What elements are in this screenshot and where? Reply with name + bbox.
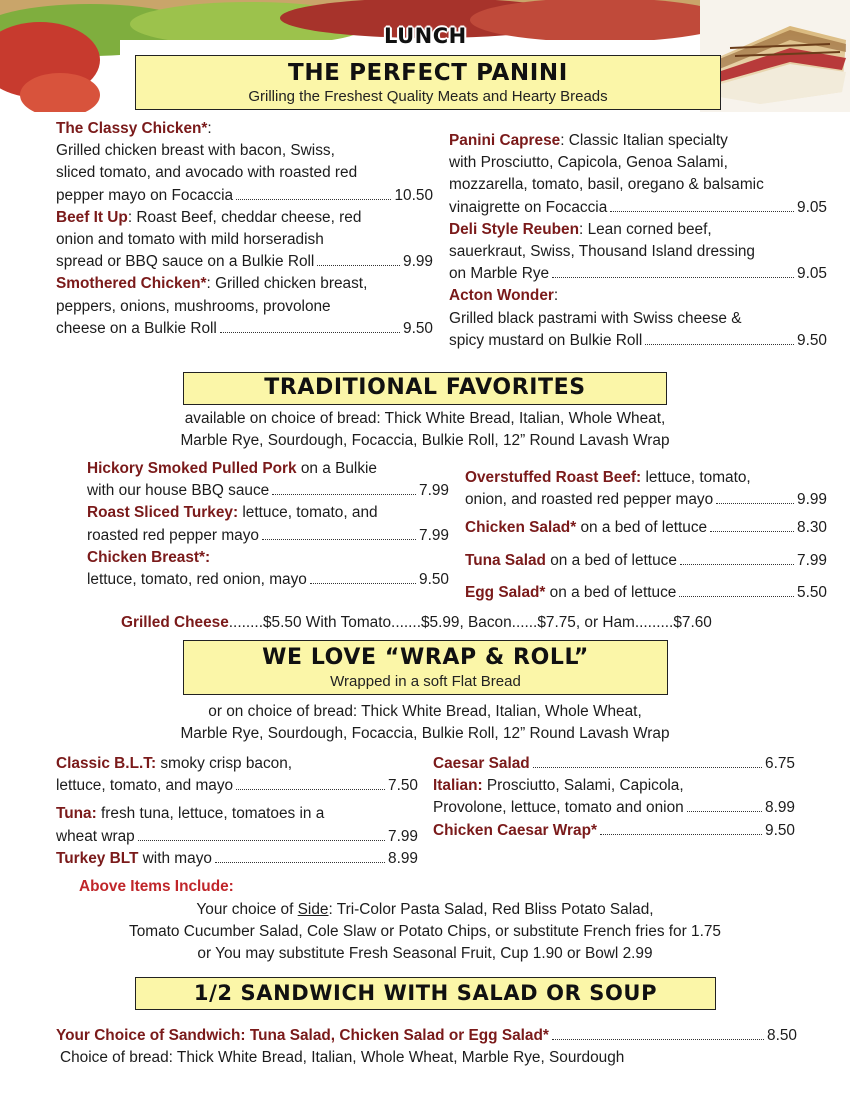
panini-subtitle: Grilling the Freshest Quality Meats and Hearty Breads xyxy=(248,88,608,105)
item-desc: smoky crisp bacon, xyxy=(156,755,293,772)
item-desc: Prosciutto, Salami, Capicola, xyxy=(482,777,684,795)
item-price: 8.50 xyxy=(767,1027,797,1044)
item-name: Turkey BLT xyxy=(56,849,139,867)
item-price: 9.50 xyxy=(797,331,827,349)
item-desc: : Classic Italian specialty xyxy=(560,132,728,149)
panini-right-column xyxy=(449,130,827,352)
menu-item xyxy=(465,467,827,511)
item-name: Smothered Chicken* xyxy=(56,275,207,293)
item-price: 9.05 xyxy=(797,198,827,216)
menu-item xyxy=(465,550,827,572)
side-line-prefix: Your choice of xyxy=(196,901,298,918)
wrap-section-header xyxy=(183,640,668,695)
menu-item xyxy=(87,458,449,502)
item-desc: onion, and roasted red pepper mayo xyxy=(465,491,714,509)
item-desc: : Roast Beef, cheddar cheese, red xyxy=(127,208,362,226)
item-name: Italian: xyxy=(433,777,483,795)
item-price: 7.99 xyxy=(388,827,418,845)
item-desc: spread or BBQ sauce on a Bulkie Roll xyxy=(56,253,315,271)
item-desc: fresh tuna, lettuce, tomatoes in a xyxy=(96,805,325,823)
item-price: 7.99 xyxy=(419,526,449,544)
traditional-section-header xyxy=(183,372,667,405)
item-name: Overstuffed Roast Beef: xyxy=(465,469,642,486)
item-price: 9.50 xyxy=(403,319,433,337)
traditional-bread-options xyxy=(0,408,850,452)
menu-item xyxy=(433,753,795,775)
menu-item xyxy=(433,775,795,819)
item-desc: onion and tomato with mild horseradish xyxy=(56,231,324,249)
sandwich-choice-label: Your Choice of Sandwich: Tuna Salad, Chicken Salad or Egg Salad* xyxy=(56,1027,549,1044)
item-desc: pepper mayo on Focaccia xyxy=(56,186,234,204)
menu-item xyxy=(56,753,418,797)
item-price: 5.50 xyxy=(797,583,827,601)
menu-item xyxy=(449,219,827,286)
bread-options-line: Marble Rye, Sourdough, Focaccia, Bulkie Roll, 12” Round Lavash Wrap xyxy=(180,725,670,743)
item-name: Tuna Salad xyxy=(465,551,546,569)
item-desc: : Lean corned beef, xyxy=(579,220,712,238)
item-price: 8.99 xyxy=(388,849,418,867)
half-sandwich-details xyxy=(56,1025,797,1069)
included-sides-text xyxy=(0,899,850,966)
item-desc: with our house BBQ sauce xyxy=(87,482,270,500)
menu-item xyxy=(465,582,827,604)
item-desc: vinaigrette on Focaccia xyxy=(449,198,608,216)
bread-options-line: or on choice of bread: Thick White Bread, Italian, Whole Wheat, xyxy=(208,703,642,720)
item-name: The Classy Chicken* xyxy=(56,120,208,137)
item-name: Chicken Caesar Wrap* xyxy=(433,821,597,839)
side-word: Side xyxy=(297,901,329,918)
item-desc: on a bed of lettuce xyxy=(545,583,677,601)
panini-section-header xyxy=(135,55,721,110)
menu-item xyxy=(449,130,827,219)
item-desc: lettuce, tomato, and xyxy=(238,504,378,522)
above-items-include-label: Above Items Include: xyxy=(79,878,234,895)
item-desc: spicy mustard on Bulkie Roll xyxy=(449,331,643,349)
menu-item xyxy=(465,517,827,539)
item-desc: Grilled chicken breast with bacon, Swiss, xyxy=(56,142,335,160)
item-price: 9.99 xyxy=(403,253,433,271)
item-price: 8.99 xyxy=(765,799,795,817)
panini-title: THE PERFECT PANINI xyxy=(288,60,568,86)
menu-item xyxy=(449,285,827,352)
menu-item xyxy=(56,848,418,870)
item-name: Acton Wonder xyxy=(449,287,554,305)
half-sandwich-title: 1/2 SANDWICH WITH SALAD OR SOUP xyxy=(193,981,658,1005)
item-price: 9.50 xyxy=(419,571,449,589)
menu-item xyxy=(87,502,449,546)
wrap-right-column xyxy=(433,753,795,842)
wrap-subtitle: Wrapped in a soft Flat Bread xyxy=(330,673,521,690)
item-name: Deli Style Reuben xyxy=(449,220,580,238)
item-price: 8.30 xyxy=(797,519,827,537)
item-price: 7.99 xyxy=(419,482,449,500)
dot-leader: ........ xyxy=(228,614,263,631)
item-name: Chicken Salad* xyxy=(465,519,577,537)
menu-item xyxy=(56,207,433,274)
item-desc: : xyxy=(207,120,212,137)
traditional-left-column xyxy=(87,458,449,591)
item-name: Tuna: xyxy=(56,805,97,823)
item-desc: cheese on a Bulkie Roll xyxy=(56,319,217,337)
item-desc: with mayo xyxy=(138,849,212,867)
item-desc: : Grilled chicken breast, xyxy=(206,275,368,293)
menu-item xyxy=(433,820,795,842)
included-sides-label xyxy=(79,876,234,898)
item-price: 9.99 xyxy=(797,491,827,509)
item-price: 6.75 xyxy=(765,755,795,772)
item-desc: sliced tomato, and avocado with roasted red xyxy=(56,164,358,182)
item-name: Classic B.L.T: xyxy=(56,755,157,772)
item-desc: on a bed of lettuce xyxy=(545,551,677,569)
item-name: Chicken Breast*: xyxy=(87,548,211,566)
menu-item xyxy=(56,803,418,847)
item-desc: Provolone, lettuce, tomato and onion xyxy=(433,799,684,817)
item-desc: wheat wrap xyxy=(56,827,135,845)
item-price: 10.50 xyxy=(394,186,433,204)
item-price: 9.05 xyxy=(797,265,827,283)
item-name: Roast Sliced Turkey: xyxy=(87,504,239,522)
wrap-bread-options xyxy=(0,701,850,745)
traditional-right-column xyxy=(465,467,827,604)
item-name: Panini Caprese xyxy=(449,132,561,149)
item-desc: lettuce, tomato, xyxy=(641,469,751,486)
item-desc: peppers, onions, mushrooms, provolone xyxy=(56,297,331,315)
item-price: 9.50 xyxy=(765,821,795,839)
grilled-cheese-line xyxy=(121,612,801,634)
item-name: Grilled Cheese xyxy=(121,614,229,631)
bread-options-line: available on choice of bread: Thick White Bread, Italian, Whole Wheat, xyxy=(184,410,666,427)
panini-left-column xyxy=(56,118,433,340)
side-line: Tomato Cucumber Salad, Cole Slaw or Potato Chips, or substitute French fries for 1.75 xyxy=(129,923,721,941)
item-desc: roasted red pepper mayo xyxy=(87,526,259,544)
menu-item xyxy=(56,273,433,340)
item-desc: lettuce, tomato, and mayo xyxy=(56,777,234,795)
item-name: Caesar Salad xyxy=(433,755,530,772)
item-name: Egg Salad* xyxy=(465,583,546,601)
item-desc: on a bed of lettuce xyxy=(576,519,708,537)
item-price-options: $5.50 With Tomato.......$5.99, Bacon......$7.75, or Ham.........$7.60 xyxy=(263,614,712,631)
item-desc: with Prosciutto, Capicola, Genoa Salami, xyxy=(449,154,728,172)
item-desc: sauerkraut, Swiss, Thousand Island dressing xyxy=(449,243,755,261)
item-desc: Grilled black pastrami with Swiss cheese & xyxy=(449,309,742,327)
item-price: 7.99 xyxy=(797,551,827,569)
traditional-title: TRADITIONAL FAVORITES xyxy=(264,375,586,400)
item-price: 7.50 xyxy=(388,777,418,795)
side-line-rest: : Tri-Color Pasta Salad, Red Bliss Potato Salad, xyxy=(328,901,654,918)
item-desc: lettuce, tomato, red onion, mayo xyxy=(87,571,307,589)
bread-options-line: Marble Rye, Sourdough, Focaccia, Bulkie Roll, 12” Round Lavash Wrap xyxy=(180,432,670,450)
item-desc: on a Bulkie xyxy=(296,460,377,477)
bread-choice-line: Choice of bread: Thick White Bread, Italian, Whole Wheat, Marble Rye, Sourdough xyxy=(60,1049,625,1067)
item-name: Beef It Up xyxy=(56,208,128,226)
wrap-left-column xyxy=(56,753,418,870)
item-desc: mozzarella, tomato, basil, oregano & balsamic xyxy=(449,176,764,194)
menu-item xyxy=(87,547,449,591)
item-desc: : xyxy=(553,287,559,305)
half-sandwich-section-header xyxy=(135,977,716,1010)
item-desc: on Marble Rye xyxy=(449,265,550,283)
wrap-title: WE LOVE “WRAP & ROLL” xyxy=(262,645,589,670)
item-name: Hickory Smoked Pulled Pork xyxy=(87,460,297,477)
side-line: or You may substitute Fresh Seasonal Fruit, Cup 1.90 or Bowl 2.99 xyxy=(197,945,653,963)
menu-item xyxy=(56,118,433,207)
lunch-heading: LUNCH xyxy=(384,24,467,48)
